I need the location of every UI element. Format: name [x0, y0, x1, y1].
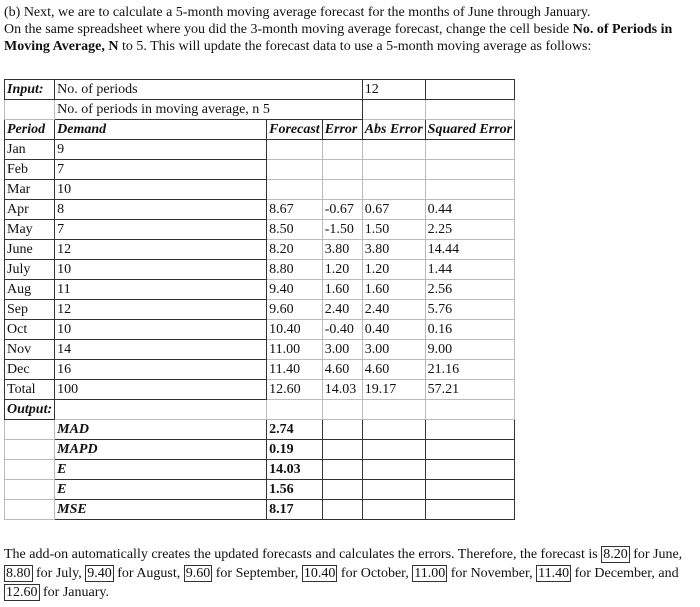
demand-cell: 14 — [55, 340, 267, 360]
empty-cell — [425, 440, 514, 460]
output-metric-value: 1.56 — [267, 480, 323, 500]
empty-cell — [322, 400, 362, 420]
outro-text-8: for December, and — [571, 566, 679, 581]
empty-cell — [362, 480, 425, 500]
table-row — [5, 140, 515, 160]
answer-box-january: 12.60 — [6, 585, 38, 600]
output-metric-label: MSE — [55, 500, 267, 520]
outro-text-2: for June, — [629, 547, 683, 562]
error-cell — [322, 140, 362, 160]
table-row — [5, 380, 515, 400]
header-error: Error — [322, 120, 362, 140]
error-cell: 1.60 — [322, 280, 362, 300]
period-cell: Total — [5, 380, 55, 400]
table-row — [5, 160, 515, 180]
header-squared-error: Squared Error — [425, 120, 514, 140]
error-cell: 1.20 — [322, 260, 362, 280]
empty-cell — [362, 460, 425, 480]
period-cell: July — [5, 260, 55, 280]
abs-error-cell: 4.60 — [362, 360, 425, 380]
empty-cell — [5, 480, 55, 500]
demand-cell: 16 — [55, 360, 267, 380]
forecast-cell: 10.40 — [267, 320, 323, 340]
empty-cell — [362, 440, 425, 460]
squared-error-cell — [425, 140, 514, 160]
abs-error-cell: 3.00 — [362, 340, 425, 360]
error-cell: 3.80 — [322, 240, 362, 260]
table-row — [5, 360, 515, 380]
error-cell: 3.00 — [322, 340, 362, 360]
error-cell: -0.67 — [322, 200, 362, 220]
output-metric-value: 8.17 — [267, 500, 323, 520]
demand-cell: 12 — [55, 240, 267, 260]
empty-cell — [362, 420, 425, 440]
header-abs-error: Abs Error — [362, 120, 425, 140]
table-row — [5, 280, 515, 300]
input-label: Input: — [5, 80, 55, 100]
data-rows — [5, 140, 515, 400]
forecast-cell: 8.67 — [267, 200, 323, 220]
empty-cell — [425, 480, 514, 500]
abs-error-cell — [362, 140, 425, 160]
empty-cell — [322, 420, 362, 440]
forecast-cell: 8.20 — [267, 240, 323, 260]
outro-text-5: for September, — [212, 566, 302, 581]
empty-cell — [425, 500, 514, 520]
intro-line-2-post: to 5. This will update the forecast data to use a 5-month moving average as follows: — [118, 39, 592, 54]
error-cell — [322, 160, 362, 180]
forecast-cell — [267, 140, 323, 160]
forecast-cell: 8.50 — [267, 220, 323, 240]
empty-cell — [5, 100, 55, 120]
empty-cell — [362, 400, 425, 420]
error-cell: 2.40 — [322, 300, 362, 320]
answer-box-september: 9.60 — [185, 566, 211, 581]
squared-error-cell: 0.16 — [425, 320, 514, 340]
squared-error-cell: 9.00 — [425, 340, 514, 360]
table-row — [5, 320, 515, 340]
squared-error-cell: 1.44 — [425, 260, 514, 280]
abs-error-cell: 1.50 — [362, 220, 425, 240]
table-row — [5, 340, 515, 360]
empty-cell — [322, 440, 362, 460]
empty-cell — [267, 400, 323, 420]
input-moving-average-label: No. of periods in moving average, n — [57, 101, 260, 117]
outro-text — [4, 545, 696, 602]
outro-text-4: for August, — [113, 566, 184, 581]
error-cell: -1.50 — [322, 220, 362, 240]
answer-box-july: 8.80 — [6, 566, 31, 581]
error-cell: -0.40 — [322, 320, 362, 340]
empty-cell — [425, 460, 514, 480]
table-row — [5, 180, 515, 200]
output-metric-value: 2.74 — [267, 420, 323, 440]
empty-cell — [362, 500, 425, 520]
squared-error-cell — [425, 180, 514, 200]
forecast-cell: 12.60 — [267, 380, 323, 400]
abs-error-cell: 1.60 — [362, 280, 425, 300]
demand-cell: 10 — [55, 260, 267, 280]
squared-error-cell: 21.16 — [425, 360, 514, 380]
empty-cell — [5, 500, 55, 520]
input-moving-average-value[interactable]: 5 — [262, 101, 270, 117]
output-metric-value: 0.19 — [267, 440, 323, 460]
input-empty-cell — [425, 80, 514, 100]
table-row — [5, 260, 515, 280]
squared-error-cell: 0.44 — [425, 200, 514, 220]
error-cell: 14.03 — [322, 380, 362, 400]
outro-text-9: for January. — [39, 585, 109, 600]
outro-text-6: for October, — [337, 566, 413, 581]
input-row-1 — [5, 80, 515, 100]
period-cell: Jan — [5, 140, 55, 160]
output-label: Output: — [5, 400, 55, 420]
demand-cell: 8 — [55, 200, 267, 220]
output-metric-label: MAPD — [55, 440, 267, 460]
output-metric-value: 14.03 — [267, 460, 323, 480]
squared-error-cell: 5.76 — [425, 300, 514, 320]
abs-error-cell — [362, 180, 425, 200]
abs-error-cell — [362, 160, 425, 180]
squared-error-cell: 14.44 — [425, 240, 514, 260]
input-periods-label: No. of periods — [55, 80, 363, 100]
outro-text-3: for July, — [32, 566, 86, 581]
answer-box-june: 8.20 — [603, 547, 628, 562]
input-periods-value[interactable]: 12 — [362, 80, 425, 100]
output-row — [5, 460, 515, 480]
header-row — [5, 120, 515, 140]
error-cell — [322, 180, 362, 200]
demand-cell: 10 — [55, 180, 267, 200]
abs-error-cell: 0.40 — [362, 320, 425, 340]
header-period: Period — [5, 120, 55, 140]
forecast-cell: 11.00 — [267, 340, 323, 360]
forecast-cell — [267, 160, 323, 180]
period-cell: Oct — [5, 320, 55, 340]
outro-text-1: The add-on automatically creates the updated forecasts and calculates the errors. Therefore, the forecast is — [4, 547, 602, 562]
output-row — [5, 440, 515, 460]
demand-cell: 12 — [55, 300, 267, 320]
intro-line-2 — [4, 21, 696, 55]
output-metric-label: MAD — [55, 420, 267, 440]
error-cell: 4.60 — [322, 360, 362, 380]
output-metric-label: E — [55, 460, 267, 480]
demand-cell: 9 — [55, 140, 267, 160]
period-cell: Aug — [5, 280, 55, 300]
demand-cell: 7 — [55, 220, 267, 240]
output-header-row — [5, 400, 515, 420]
abs-error-cell: 3.80 — [362, 240, 425, 260]
squared-error-cell: 2.56 — [425, 280, 514, 300]
period-cell: Mar — [5, 180, 55, 200]
abs-error-cell: 1.20 — [362, 260, 425, 280]
answer-box-november: 11.00 — [414, 566, 446, 581]
period-cell: May — [5, 220, 55, 240]
input-row-2 — [5, 100, 515, 120]
table-row — [5, 300, 515, 320]
header-forecast: Forecast — [267, 120, 323, 140]
empty-cell — [322, 480, 362, 500]
forecast-cell — [267, 180, 323, 200]
outro-text-7: for November, — [447, 566, 537, 581]
intro-line-2-pre: On the same spreadsheet where you did the 3-month moving average forecast, change the cell beside — [4, 22, 573, 37]
squared-error-cell: 57.21 — [425, 380, 514, 400]
spreadsheet-table — [4, 79, 515, 520]
outro-paragraph — [4, 545, 696, 602]
answer-box-august: 9.40 — [87, 566, 112, 581]
squared-error-cell: 2.25 — [425, 220, 514, 240]
empty-cell — [5, 440, 55, 460]
output-row — [5, 500, 515, 520]
input-moving-average-cell — [55, 100, 363, 120]
answer-box-december: 11.40 — [538, 566, 570, 581]
demand-cell: 11 — [55, 280, 267, 300]
forecast-cell: 9.40 — [267, 280, 323, 300]
period-cell: Feb — [5, 160, 55, 180]
demand-cell: 100 — [55, 380, 267, 400]
forecast-cell: 8.80 — [267, 260, 323, 280]
abs-error-cell: 0.67 — [362, 200, 425, 220]
empty-cell — [322, 460, 362, 480]
empty-cell — [425, 420, 514, 440]
forecast-cell: 11.40 — [267, 360, 323, 380]
output-rows — [5, 420, 515, 520]
intro-text — [4, 4, 696, 55]
demand-cell: 7 — [55, 160, 267, 180]
table-row — [5, 200, 515, 220]
table-row — [5, 220, 515, 240]
output-row — [5, 420, 515, 440]
abs-error-cell: 19.17 — [362, 380, 425, 400]
period-cell: Nov — [5, 340, 55, 360]
squared-error-cell — [425, 160, 514, 180]
intro-line-1: (b) Next, we are to calculate a 5-month moving average forecast for the months of June through January. — [4, 5, 591, 20]
empty-cell — [362, 100, 425, 120]
forecast-cell: 9.60 — [267, 300, 323, 320]
intro-line-2-bold: No. of Periods in Moving Average, N — [4, 22, 673, 54]
empty-cell — [5, 420, 55, 440]
period-cell: Apr — [5, 200, 55, 220]
table-row — [5, 240, 515, 260]
header-demand: Demand — [55, 120, 267, 140]
empty-cell — [55, 400, 267, 420]
period-cell: Dec — [5, 360, 55, 380]
empty-cell — [425, 400, 514, 420]
demand-cell: 10 — [55, 320, 267, 340]
abs-error-cell: 2.40 — [362, 300, 425, 320]
output-row — [5, 480, 515, 500]
empty-cell — [425, 100, 514, 120]
period-cell: Sep — [5, 300, 55, 320]
output-metric-label: E — [55, 480, 267, 500]
empty-cell — [322, 500, 362, 520]
empty-cell — [5, 460, 55, 480]
period-cell: June — [5, 240, 55, 260]
answer-box-october: 10.40 — [303, 566, 336, 581]
